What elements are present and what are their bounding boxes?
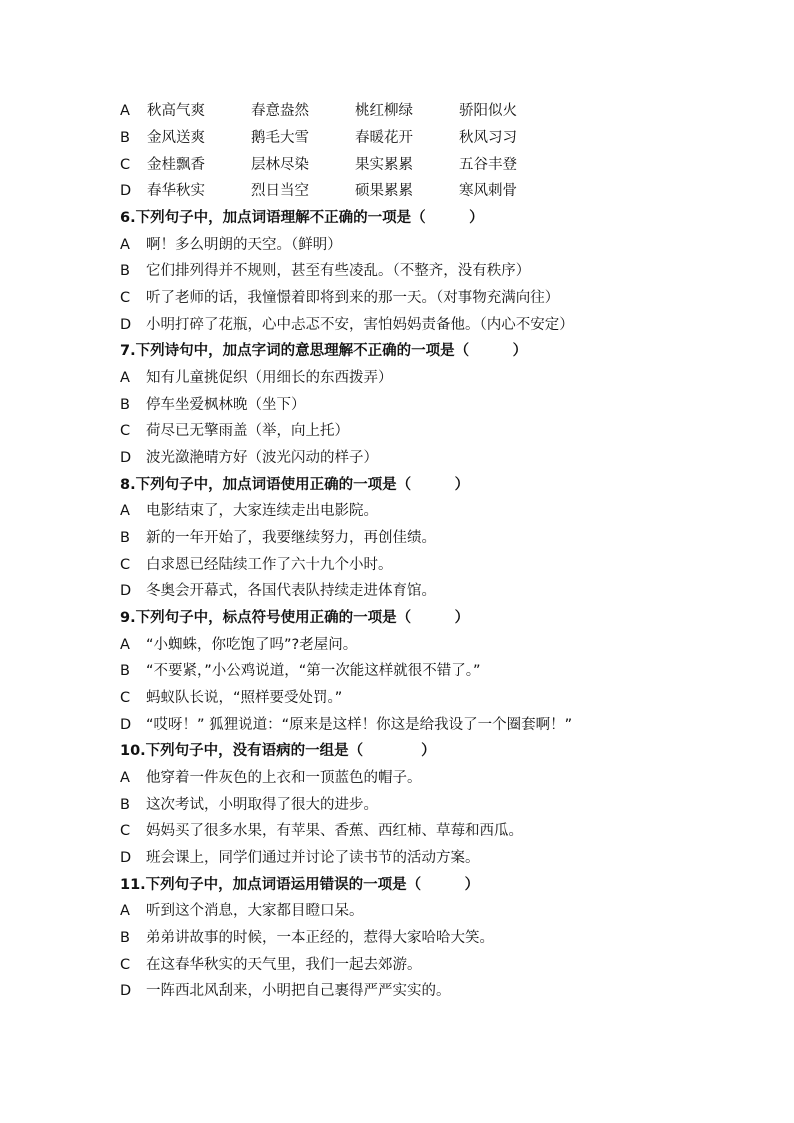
option-letter: B — [120, 530, 130, 546]
option-text: 蚂蚁队长说，“照样要受处罚。” — [146, 690, 343, 706]
option-item — [120, 635, 357, 655]
option-item — [120, 901, 364, 921]
question-title: 7.下列诗句中，加点字词的意思理解不正确的一项是（ ） — [120, 343, 528, 359]
option-item — [120, 395, 306, 415]
idiom: 烈日当空 — [251, 183, 309, 199]
option-item — [120, 261, 530, 281]
grid-row-d — [120, 181, 680, 201]
idiom: 寒风刺骨 — [459, 183, 517, 199]
option-letter: A — [120, 903, 130, 919]
option-text: 新的一年开始了，我要继续努力，再创佳绩。 — [146, 530, 436, 546]
option-item — [120, 661, 481, 681]
idiom: 秋风习习 — [459, 130, 517, 146]
option-item — [120, 421, 349, 441]
option-item — [120, 715, 572, 735]
idiom: 桃红柳绿 — [355, 103, 413, 119]
option-item — [120, 288, 559, 308]
option-letter: B — [120, 930, 130, 946]
option-text: “哎呀！” 狐狸说道：“原来是这样！你这是给我设了一个圈套啊！” — [146, 717, 573, 733]
option-letter: D — [120, 717, 132, 733]
option-text: 听到这个消息，大家都目瞪口呆。 — [146, 903, 364, 919]
option-text: 听了老师的话，我憧憬着即将到来的那一天。（对事物充满向往） — [146, 290, 560, 306]
idiom: 金桂飘香 — [147, 157, 205, 173]
option-letter: D — [120, 183, 132, 199]
grid-row-c — [120, 155, 680, 175]
option-text: 在这春华秋实的天气里，我们一起去郊游。 — [146, 957, 422, 973]
option-letter: B — [120, 663, 130, 679]
option-item — [120, 581, 436, 601]
idiom: 秋高气爽 — [147, 103, 205, 119]
option-letter: D — [120, 983, 132, 999]
idiom: 春意盎然 — [251, 103, 309, 119]
grid-row-a — [120, 101, 680, 121]
idiom: 春暖花开 — [355, 130, 413, 146]
question-title: 6.下列句子中，加点词语理解不正确的一项是（ ） — [120, 210, 484, 226]
option-letter: C — [120, 690, 131, 706]
idiom: 果实累累 — [355, 157, 413, 173]
option-letter: C — [120, 957, 131, 973]
option-text: 它们排列得并不规则，甚至有些凌乱。（不整齐，没有秩序） — [146, 263, 531, 279]
option-item — [120, 955, 422, 975]
option-letter: B — [120, 130, 130, 146]
option-letter: C — [120, 557, 131, 573]
option-letter: A — [120, 103, 130, 119]
idiom: 层林尽染 — [251, 157, 309, 173]
option-text: 啊！多么明朗的天空。（鲜明） — [146, 237, 342, 253]
option-text: “不要紧，”小公鸡说道，“第一次能这样就很不错了。” — [146, 663, 481, 679]
question-title: 10.下列句子中，没有语病的一组是（ ） — [120, 743, 436, 759]
option-item — [120, 768, 422, 788]
option-text: 冬奥会开幕式，各国代表队持续走进体育馆。 — [146, 583, 436, 599]
option-text: 弟弟讲故事的时候，一本正经的，惹得大家哈哈大笑。 — [146, 930, 494, 946]
idiom: 五谷丰登 — [459, 157, 517, 173]
option-text: 停车坐爱枫林晚（坐下） — [146, 397, 306, 413]
option-letter: A — [120, 503, 130, 519]
option-item — [120, 848, 480, 868]
idiom: 鹅毛大雪 — [251, 130, 309, 146]
option-text: “小蜘蛛，你吃饱了吗”?老屋问。 — [146, 637, 358, 653]
option-item — [120, 981, 451, 1001]
option-letter: B — [120, 797, 130, 813]
option-item — [120, 235, 342, 255]
option-text: 妈妈买了很多水果，有苹果、香蕉、西红柿、草莓和西瓜。 — [146, 823, 523, 839]
option-letter: C — [120, 290, 131, 306]
option-item — [120, 448, 378, 468]
option-letter: D — [120, 317, 132, 333]
option-letter: A — [120, 770, 130, 786]
option-item — [120, 368, 393, 388]
option-letter: B — [120, 263, 130, 279]
option-letter: C — [120, 423, 131, 439]
option-letter: A — [120, 637, 130, 653]
option-letter: A — [120, 237, 130, 253]
option-text: 班会课上，同学们通过并讨论了读书节的活动方案。 — [146, 850, 480, 866]
idiom: 春华秋实 — [147, 183, 205, 199]
question-title: 11.下列句子中，加点词语运用错误的一项是（ ） — [120, 877, 480, 893]
option-text: 他穿着一件灰色的上衣和一顶蓝色的帽子。 — [146, 770, 422, 786]
option-text: 波光潋滟晴方好（波光闪动的样子） — [146, 450, 378, 466]
option-item — [120, 315, 574, 335]
option-text: 一阵西北风刮来，小明把自己裹得严严实实的。 — [146, 983, 451, 999]
option-text: 这次考试，小明取得了很大的进步。 — [146, 797, 378, 813]
option-item — [120, 795, 378, 815]
grid-row-b — [120, 128, 680, 148]
option-letter: C — [120, 823, 131, 839]
option-text: 知有儿童挑促织（用细长的东西拨弄） — [146, 370, 393, 386]
question-title: 8.下列句子中，加点词语使用正确的一项是（ ） — [120, 477, 470, 493]
idiom: 骄阳似火 — [459, 103, 517, 119]
option-letter: C — [120, 157, 131, 173]
option-text: 白求恩已经陆续工作了六十九个小时。 — [146, 557, 393, 573]
option-item — [120, 821, 523, 841]
idiom: 金风送爽 — [147, 130, 205, 146]
option-item — [120, 688, 342, 708]
option-letter: A — [120, 370, 130, 386]
option-letter: B — [120, 397, 130, 413]
option-letter: D — [120, 583, 132, 599]
option-text: 小明打碎了花瓶，心中忐忑不安，害怕妈妈责备他。（内心不安定） — [146, 317, 574, 333]
idiom: 硕果累累 — [355, 183, 413, 199]
question-title: 9.下列句子中，标点符号使用正确的一项是（ ） — [120, 610, 470, 626]
option-item — [120, 928, 494, 948]
option-letter: D — [120, 850, 132, 866]
option-text: 荷尽已无擎雨盖（举，向上托） — [146, 423, 349, 439]
option-item — [120, 528, 436, 548]
option-item — [120, 555, 393, 575]
option-item — [120, 501, 378, 521]
option-letter: D — [120, 450, 132, 466]
option-text: 电影结束了，大家连续走出电影院。 — [146, 503, 378, 519]
